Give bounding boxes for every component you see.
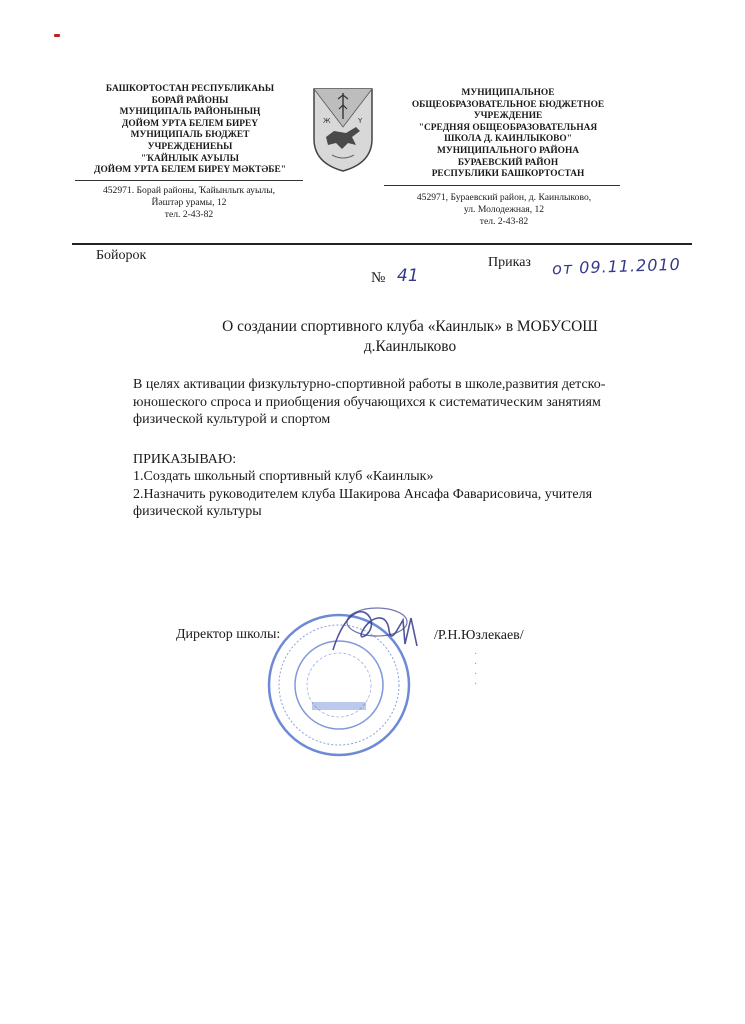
header-left-divider	[75, 180, 303, 181]
address-left-line: Йәштәр урамы, 12	[151, 197, 227, 208]
header-right-line: "СРЕДНЯЯ ОБЩЕОБРАЗОВАТЕЛЬНАЯ	[418, 122, 598, 133]
prikaz-label: Приказ	[488, 255, 531, 270]
letterhead-divider	[72, 243, 692, 245]
header-left-line: БОРАЙ РАЙОНЫ	[151, 95, 229, 106]
header-right-line: МУНИЦИПАЛЬНОГО РАЙОНА	[436, 145, 580, 156]
order-item: 1.Создать школьный спортивный клуб «Каинлык»	[133, 469, 434, 484]
address-right-line: тел. 2-43-82	[479, 216, 529, 227]
preamble-paragraph: В целях активации физкультурно-спортивной работы в школе,развития детско-юношеского спроса и приобщения обучающихся к систематическим занятиям физической культурой и спортом	[133, 377, 606, 427]
header-right-line: БУРАЕВСКИЙ РАЙОН	[457, 157, 559, 168]
title-line: д.Каинлыково	[363, 338, 457, 355]
address-right	[393, 192, 615, 228]
header-left-line: МУНИЦИПАЛЬ БЮДЖЕТ	[130, 130, 250, 141]
order-number-label: №	[371, 270, 386, 286]
header-right-line: РЕСПУБЛИКИ БАШКОРТОСТАН	[431, 169, 585, 180]
signature-label: Директор школы:	[176, 627, 281, 642]
header-right-russian	[388, 88, 628, 181]
header-left-line: БАШКОРТОСТАН РЕСПУБЛИКАҺЫ	[105, 84, 275, 94]
document-title	[140, 317, 680, 357]
coat-of-arms-icon	[312, 87, 374, 173]
document-body	[133, 376, 653, 521]
red-mark	[54, 34, 60, 37]
order-heading: ПРИКАЗЫВАЮ:	[133, 451, 237, 467]
header-right-line: МУНИЦИПАЛЬНОЕ	[461, 88, 555, 98]
address-right-line: 452971, Бураевский район, д. Каинлыково,	[416, 192, 592, 203]
order-number-handwritten: 41	[397, 266, 419, 286]
address-right-line: ул. Молодежная, 12	[463, 204, 545, 215]
header-right-line: ШКОЛА Д. КАИНЛЫКОВО"	[444, 134, 572, 145]
header-left-bashkir	[70, 84, 310, 177]
scan-specks: · · · ·	[474, 649, 478, 690]
order-item: 2.Назначить руководителем клуба Шакирова Ансафа Фаварисовича, учителя физической культуры	[133, 486, 593, 519]
director-signature	[325, 600, 435, 660]
header-left-line: ДОЙӨМ УРТА БЕЛЕМ БИРЕҮ МӘКТӘБЕ"	[94, 165, 286, 176]
header-left-line: МУНИЦИПАЛЬ РАЙОНЫНЫҢ	[119, 107, 261, 118]
header-right-divider	[384, 185, 620, 186]
header-right-line: УЧРЕЖДЕНИЕ	[473, 111, 543, 122]
header-left-line: УЧРЕЖДЕНИЕҺЫ	[147, 141, 233, 152]
boyorok-label: Бойорок	[96, 248, 147, 263]
address-left-line: 452971. Борай районы, Ҡайынлыҡ ауылы,	[102, 185, 276, 196]
signer-name: /Р.Н.Юзлекаев/	[434, 628, 524, 643]
svg-text:Ж: Ж	[323, 117, 331, 125]
address-left	[80, 185, 298, 221]
address-left-line: тел. 2-43-82	[164, 209, 214, 220]
header-right-line: ОБЩЕОБРАЗОВАТЕЛЬНОЕ БЮДЖЕТНОЕ	[411, 99, 605, 110]
order-date-handwritten: от 09.11.2010	[551, 254, 682, 279]
title-line: О создании спортивного клуба «Каинлык» в МОБУСОШ	[222, 318, 598, 335]
header-left-line: ДОЙӨМ УРТА БЕЛЕМ БИРЕҮ	[121, 118, 259, 129]
svg-text:Ү: Ү	[358, 117, 363, 125]
header-left-line: "ҠАЙНЛЫК АУЫЛЫ	[141, 153, 239, 164]
